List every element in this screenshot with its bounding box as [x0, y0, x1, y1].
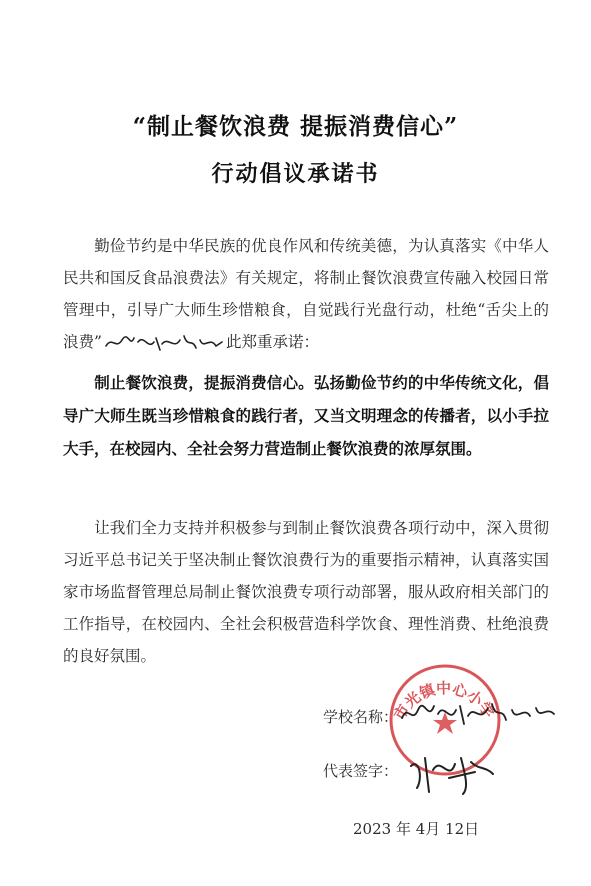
representative-signature-label: 代表签字： [323, 762, 399, 780]
document-subtitle: 行动倡议承诺书 [211, 161, 380, 187]
svg-text:市光镇中心小学: 市光镇中心小学 [390, 679, 499, 724]
intro-text-end: 此郑重承诺： [225, 333, 319, 351]
school-name-label: 学校名称： [323, 708, 399, 726]
document-date: 2023 年 4月 12日 [353, 820, 480, 838]
intro-paragraph [63, 230, 549, 358]
handwritten-school-name-inline [104, 332, 224, 354]
document-title: “制止餐饮浪费 提振消费信心” [132, 113, 459, 140]
action-paragraph [63, 512, 549, 672]
pledge-text: 制止餐饮浪费，提振消费信心。弘扬勤俭节约的中华传统文化，倡导广大师生既当珍惜粮食的践行者，又当文明理念的传播者，以小手拉大手，在校园内、全社会努力营造制止餐饮浪费的浓厚氛围。 [63, 374, 549, 458]
handwritten-school-name [398, 698, 558, 730]
action-text: 让我们全力支持并积极参与到制止餐饮浪费各项行动中，深入贯彻习近平总书记关于坚决制止餐饮浪费行为的重要指示精神，认真落实国家市场监督管理总局制止餐饮浪费专项行动部署，服从政府相关部门的工作指导，在校园内、全社会积极营造科学饮食、理性消费、杜绝浪费的良好氛围。 [63, 519, 549, 665]
handwritten-signature [405, 748, 500, 798]
pledge-paragraph [63, 367, 549, 466]
intro-text: 勤俭节约是中华民族的优良作风和传统美德，为认真落实《中华人民共和国反食品浪费法》有关规定，将制止餐饮浪费宣传融入校园日常管理中，引导广大师生珍惜粮食，自觉践行光盘行动，杜绝“舌尖上的浪费” [63, 237, 549, 351]
